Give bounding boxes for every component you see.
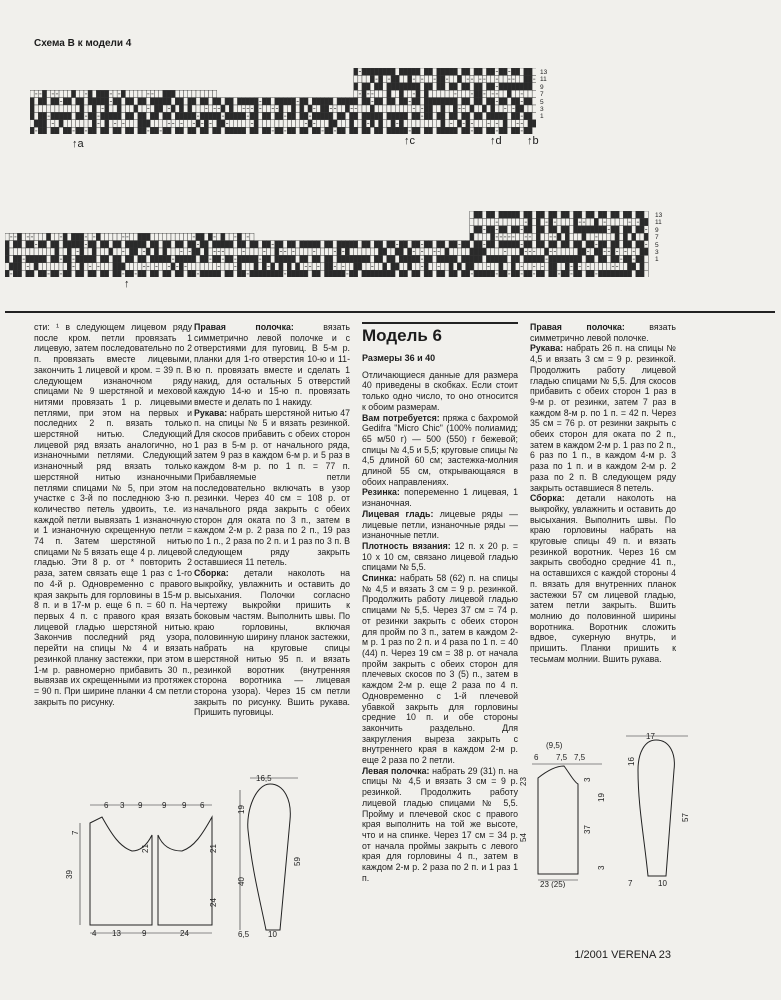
marker-arrow: ↑ (124, 278, 130, 290)
paragraph: Сборка: детали наколоть на выкройку, увлажнить и оставить до высыхания. Полочки согласно чертежу выкройки пришить к боковым частям. Выполнить швы. По краю горловины, включая половинную ширину планок застежки, набрать на круговые спицы шерстяной нитью 95 п. и вязать резинкой воротник (внутренняя сторона воротника — лицевая сторона узора). Через 15 см петли закрыть по рисунку. Вшить рукава. Пришить пуговицы. (194, 568, 350, 718)
svg-text:6,5: 6,5 (238, 930, 250, 939)
text-column-1 (34, 322, 192, 707)
marker-b: ↑b (527, 135, 539, 147)
paragraph: Сборка: детали наколоть на выкройку, увлажнить и оставить до высыхания. Выполнить швы. По краю горловины набрать на круговые спицы 49 п. и вязать резинкой воротник. Через 16 см закрыть свободно средние 41 п., на оставшихся с каждой стороны 4 п. вязать для внутренних планок застежки 57 см лицевой гладью, затем петли закрыть. Вшить молнию до половинной ширины воротника. Воротник сложить вдвое, сукерную внутрь, и пришить. Планки пришить к тесьмам молнии. Вшить рукава. (530, 493, 676, 664)
row-numbers-bottom: 13 11 9 7 5 3 1 (655, 212, 663, 264)
marker-d: ↑d (490, 135, 502, 147)
svg-text:19: 19 (237, 805, 246, 814)
paragraph: Правая полочка: вязать симметрично левой полочке. (530, 322, 676, 343)
svg-text:59: 59 (293, 857, 302, 866)
svg-text:10: 10 (658, 879, 667, 888)
stitch-chart-bottom (5, 211, 650, 277)
paragraph: Плотность вязания: 12 п. х 20 р. = 10 х 10 см, связано лицевой гладью спицами № 5,5. (362, 540, 518, 573)
pattern-diagram-sleeve (220, 770, 310, 940)
svg-text:24: 24 (180, 929, 189, 938)
text-column-3 (362, 322, 518, 883)
marker-a: ↑a (72, 138, 84, 150)
svg-text:17: 17 (646, 732, 655, 741)
svg-text:9: 9 (182, 801, 187, 810)
text-column-4 (530, 322, 676, 665)
paragraph: Рукава: набрать 26 п. на спицы № 4,5 и вязать 3 см = 9 р. резинкой. Продолжить работу лицевой гладью спицами № 5,5. Для скосов прибавить с обеих сторон 1 раз в 9-м р. от резинки, затем 7 раз в каждом 8-м р. по 1 п. = 42 п. Через 35 см = 76 р. от резинки закрыть с обеих сторон для оката по 2 п., затем в каждом 2-м р. 1 раз по 2 п., 6 раз по 1 п., в каждом 4-м р. 3 раза по 1 п. и в каждом 2-м р. 2 раза по 2 п. В следующем ряду закрыть оставшиеся 8 петель. (530, 343, 676, 493)
svg-text:7,5: 7,5 (556, 753, 568, 762)
svg-text:3: 3 (583, 777, 592, 782)
paragraph: Отличающиеся данные для размера 40 приведены в скобках. Если стоит только одно число, то оно относится к обоим размерам. (362, 369, 518, 412)
paragraph: Рукава: набрать шерстяной нитью 47 п. на спицы № 5 и вязать резинкой. Для скосов прибавить с обеих сторон 1 раз в 5-м р. от начального ряда, затем 9 раз в каждом 6-м р. и 5 раз в каждом 8-м р. по 1 п. = 77 п. Прибавляемые петли последовательно включать в узор резинки. Через 40 см = 108 р. от начального ряда закрыть с обеих сторон для оката по 3 п., затем в каждом 2-м р. 2 раза по 2 п., 19 раз по 1 п., 2 раза по 2 п. и 1 раз по 3 п. В следующем ряду закрыть оставшиеся 11 петель. (194, 407, 350, 568)
section-rule (5, 311, 775, 313)
svg-text:(9,5): (9,5) (546, 741, 563, 750)
svg-text:23: 23 (519, 777, 528, 786)
paragraph: Резинка: попеременно 1 лицевая, 1 изнаночная. (362, 487, 518, 509)
svg-text:6: 6 (534, 753, 539, 762)
paragraph: Спинка: набрать 58 (62) п. на спицы № 4,5 и вязать 3 см = 9 р. резинкой. Продолжить работу лицевой гладью спицами № 5,5. Через 37 см = 74 р. от резинки закрыть с обеих сторон для пройм по 3 п., затем в каждом 2-м р. 1 раз по 2 п. и 4 раза по 1 п. = 40 (44) п. Через 19 см = 38 р. от начала пройм закрыть с обеих сторон для плечевых скосов по 3 (5) п., затем в каждом 2-м р. еще 2 раза по 4 п. Одновременно с 1-й плечевой убавкой закрыть для горловины средние 10 п. и обе стороны закончить раздельно. Для закругления выреза закрыть с внутреннего края в каждом 2-м р. еще 2 раза по 2 петли. (362, 573, 518, 766)
pattern-diagram-jacket (512, 738, 622, 888)
svg-text:6: 6 (200, 801, 205, 810)
svg-text:19: 19 (597, 793, 606, 802)
svg-text:57: 57 (681, 813, 690, 822)
svg-text:6: 6 (104, 801, 109, 810)
paragraph: Лицевая гладь: лицевые ряды — лицевые петли, изнаночные ряды — изнаночные петли. (362, 508, 518, 541)
svg-text:9: 9 (162, 801, 167, 810)
svg-text:39: 39 (65, 870, 74, 879)
svg-text:7,5: 7,5 (574, 753, 586, 762)
paragraph: Вам потребуется: пряжа с бахромой Gedifra "Micro Chic" (100% полиамид; 65 м/50 г) — 500 (550) г бежевой; спицы № 4,5 и 5,5; круговые спицы № 4,5 длиной 60 см; застежка-молния длиной 55 см, открывающаяся в обоих направлениях. (362, 412, 518, 487)
svg-text:3: 3 (120, 801, 125, 810)
svg-text:24: 24 (209, 898, 218, 907)
svg-text:10: 10 (268, 930, 277, 939)
marker-c: ↑c (404, 135, 415, 147)
paragraph: Правая полочка: вязать симметрично левой полочке и с отверстиями для пуговиц. В 5-м р. планки для 1-го отверстия 10-ю и 11-ю п. провязать вместе и сделать 1 накид, для остальных 5 отверстий каждую 14-ю и 15-ю п. провязать вместе и делать по 1 накиду. (194, 322, 350, 407)
svg-text:40: 40 (237, 877, 246, 886)
svg-text:7: 7 (71, 830, 80, 835)
model-title: Модель 6 (362, 322, 518, 345)
svg-text:23 (25): 23 (25) (540, 880, 566, 888)
svg-text:21: 21 (141, 844, 150, 853)
sizes-heading: Размеры 36 и 40 (362, 353, 436, 363)
stitch-chart-top (30, 68, 536, 134)
svg-text:7: 7 (628, 879, 633, 888)
svg-text:9: 9 (142, 929, 147, 938)
pattern-diagram-sleeve-2 (618, 726, 698, 891)
svg-text:21: 21 (209, 844, 218, 853)
svg-text:16,5: 16,5 (256, 774, 272, 783)
text-column-2 (194, 322, 350, 718)
paragraph: Левая полочка: набрать 29 (31) п. на спицы № 4,5 и вязать 3 см = 9 р. резинкой. Продолжить работу лицевой гладью спицами № 5,5. Пройму и плечевой скос с правого края выполнить на той же высоте, что и на спинке. Через 17 см = 34 р. от начала проймы закрыть с левого края для горловины 4 п., затем в каждом 2-м р. 2 раза по 2 п. и 1 раз 1 п. (362, 765, 518, 883)
page-footer: 1/2001 VERENA 23 (574, 949, 671, 961)
svg-text:3: 3 (597, 865, 606, 870)
svg-text:13: 13 (112, 929, 121, 938)
svg-text:16: 16 (627, 757, 636, 766)
svg-text:9: 9 (138, 801, 143, 810)
paragraph: сти: ¹ в следующем лицевом ряду после кром. петли провязать 1 лицевую, затем последовательно по 2 п. провязать вместе лицевыми, закончить 1 лицевой и кром. = 39 п. В следующем изнаночном ряду спицами № 9 шерстяной и меховой нитями провязать 1 р. лицевыми петлями, при этом на первых и последних 2 п. вязать только шерстяной нитью. Следующий лицевой ряд вязать аналогично, но изнаночными петлями. Следующий изнаночный ряд вязать только шерстяной нитью изнаночными петлями спицами № 5, при этом на участке с 3-й по последнюю 3-ю п. количество петель удвоить, т.е. из каждой петли вывязать 1 изнаночную и 1 изнаночную скрещенную петли = 74 п. Затем шерстяной нитью спицами № 5 вязать еще 4 р. лицевой гладью. Эти 8 р. от * повторить 2 раза, затем связать еще 1 раз с 1-го по 4-й р. Одновременно с правого края закрыть для горловины в 15-м р. 8 п. и в 17-м р. еще 6 п. = 60 п. На первых 4 п. с правого края вязать лицевой гладью шерстяной нитью. Закончив последний ряд узора, перейти на спицы № 4 и вязать резинкой планку застежки, при этом в 1-м р. равномерно прибавить 30 п., вывязав их скрещенными из протяжек = 90 п. При ширине планки 4 см петли закрыть по рисунку. (34, 322, 192, 707)
pattern-diagram-body (62, 795, 232, 945)
svg-text:54: 54 (519, 833, 528, 842)
chart-title: Схема В к модели 4 (34, 38, 132, 49)
row-numbers-top: 13 11 9 7 5 3 1 (540, 69, 548, 121)
svg-text:37: 37 (583, 825, 592, 834)
svg-text:4: 4 (92, 929, 97, 938)
